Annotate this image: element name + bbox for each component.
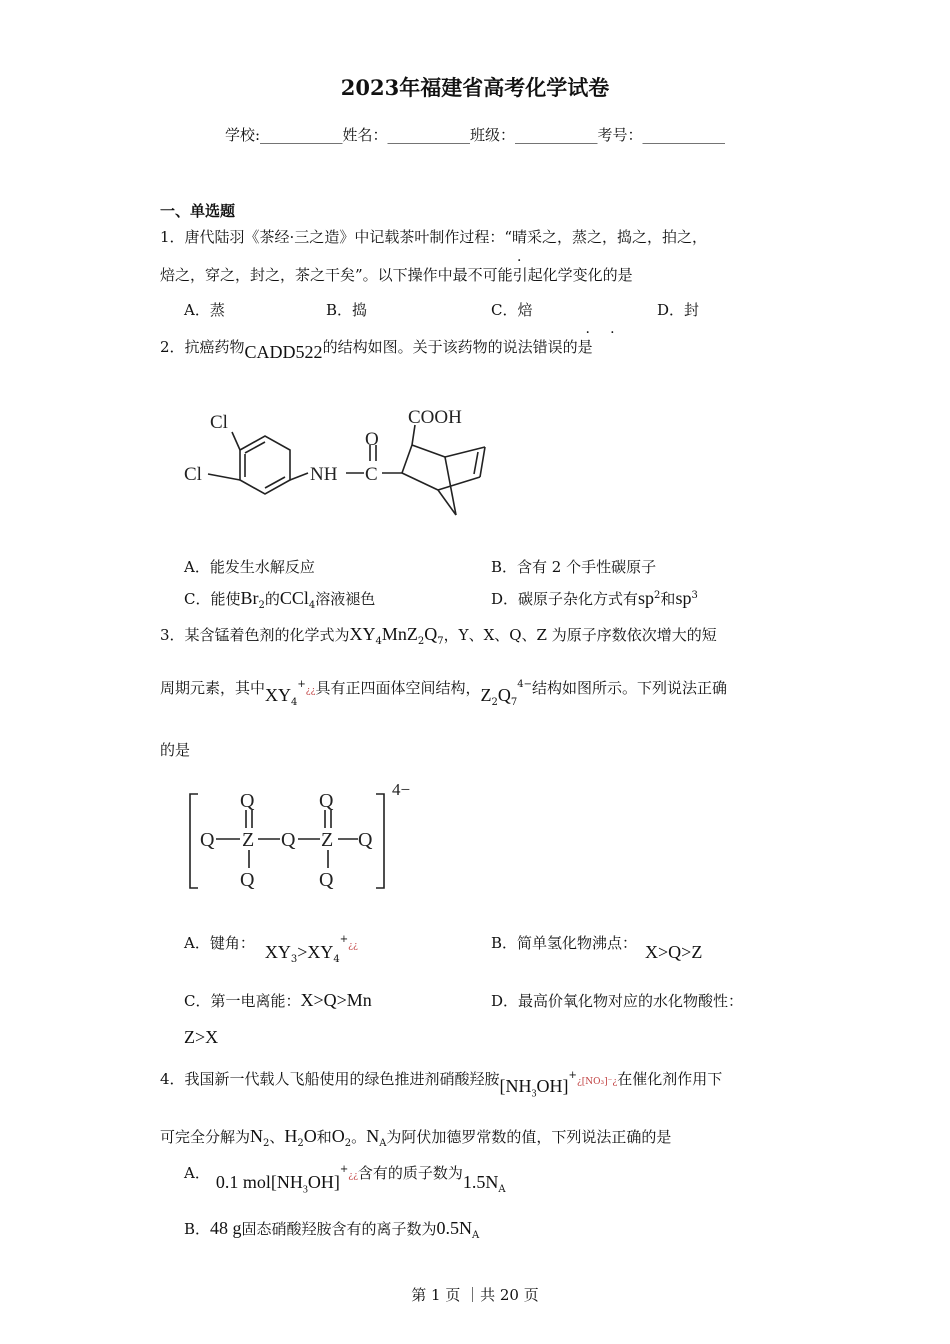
- nh-label: NH: [310, 464, 338, 485]
- q4-line1: 4．我国新一代载人飞船使用的绿色推进剂硝酸羟胺$[NH_3OH]^+¿[NO_3]^-¿$在催化剂作用下: [160, 1070, 723, 1100]
- cooh-label: COOH: [408, 407, 462, 428]
- q4-option-b[interactable]: B．48 g固态硝酸羟胺含有的离子数为$0.5N_A$: [184, 1218, 480, 1241]
- q-atom: Q: [200, 829, 215, 851]
- cl-label: Cl: [184, 464, 202, 485]
- q3-option-d-continued: Z>X: [184, 1027, 219, 1047]
- q3-line3: 的是: [160, 741, 191, 759]
- exam-title: 2023年福建省高考化学试卷: [340, 75, 610, 100]
- cl-label: Cl: [210, 412, 228, 433]
- q-atom: Q: [240, 790, 255, 812]
- emphasis-dot: ·: [585, 325, 590, 341]
- q2-option-c[interactable]: C．能使$Br_2$的CCl$_4$溶液褪色: [184, 588, 376, 611]
- cadd522-structure-diagram: [180, 395, 510, 525]
- q1-option-b[interactable]: B．捣: [326, 301, 368, 319]
- q3-option-b[interactable]: B．简单氢化物沸点： X>Q>Z: [491, 934, 703, 962]
- q2-option-b[interactable]: B．含有 2 个手性碳原子: [491, 558, 657, 576]
- q3-line2: 周期元素，其中$XY_4^+¿¿$具有正四面体空间结构，$Z_2Q_7^{4-}$结构如图所示。下列说法正确: [160, 679, 727, 708]
- q-atom: Q: [281, 829, 296, 851]
- z-atom: Z: [321, 829, 334, 851]
- q2-option-a[interactable]: A．能发生水解反应: [184, 558, 315, 576]
- q4-line2: 可完全分解为$N_2$、$H_2O$和$O_2$。$N_A$为阿伏加德罗常数的值，下列说法正确的是: [160, 1126, 672, 1149]
- emphasis-dot: ·: [517, 253, 522, 269]
- q-atom: Q: [319, 869, 334, 891]
- oxygen-label: O: [365, 429, 379, 450]
- q3-option-d[interactable]: D．最高价氧化物对应的水化物酸性：: [491, 992, 744, 1010]
- q1-option-a[interactable]: A．蒸: [184, 301, 225, 319]
- student-info-line: 学校:___________姓名：___________班级：___________考号：___________: [224, 126, 726, 144]
- q-atom: Q: [319, 790, 334, 812]
- q3-option-c[interactable]: C．第一电离能：X>Q>Mn: [184, 990, 372, 1010]
- q1-line1: 1．唐代陆羽《茶经·三之造》中记载茶叶制作过程：“晴采之，蒸之，捣之，拍之，: [160, 228, 707, 246]
- drug-name: CADD522: [244, 342, 323, 362]
- carbon-label: C: [365, 464, 378, 485]
- q-atom: Q: [240, 869, 255, 891]
- q1-option-c[interactable]: C．焙: [491, 301, 533, 319]
- q1-line2: 焙之，穿之，封之，茶之干矣”。以下操作中最不可能引起化学变化的是: [160, 266, 633, 284]
- z-atom: Z: [242, 829, 255, 851]
- q4-option-a[interactable]: A． 0.1 $mol[NH_3OH]^+¿¿$含有的质子数为$1.5N_A$: [184, 1164, 506, 1196]
- section-heading: 一、单选题: [160, 202, 236, 220]
- q1-option-d[interactable]: D．封: [657, 301, 700, 319]
- q2-stem: 2．抗癌药物CADD522的结构如图。关于该药物的说法错误的是: [160, 338, 593, 362]
- ion-charge: 4−: [392, 780, 411, 799]
- q-atom: Q: [358, 829, 373, 851]
- z2q7-ion-diagram: [186, 778, 436, 898]
- q3-option-a[interactable]: A．键角： $XY_3>XY_4^+¿¿$: [184, 934, 358, 965]
- page-footer: 第 1 页 ｜共 20 页: [411, 1286, 539, 1304]
- q2-option-d[interactable]: D．碳原子杂化方式有$sp^2$和$sp^3$: [491, 588, 698, 608]
- emphasis-dot: ·: [610, 325, 615, 341]
- q3-line1: 3．某含锰着色剂的化学式为$XY_4MnZ_2Q_7$，Y、X、Q、Z 为原子序数依次增大的短: [160, 624, 717, 647]
